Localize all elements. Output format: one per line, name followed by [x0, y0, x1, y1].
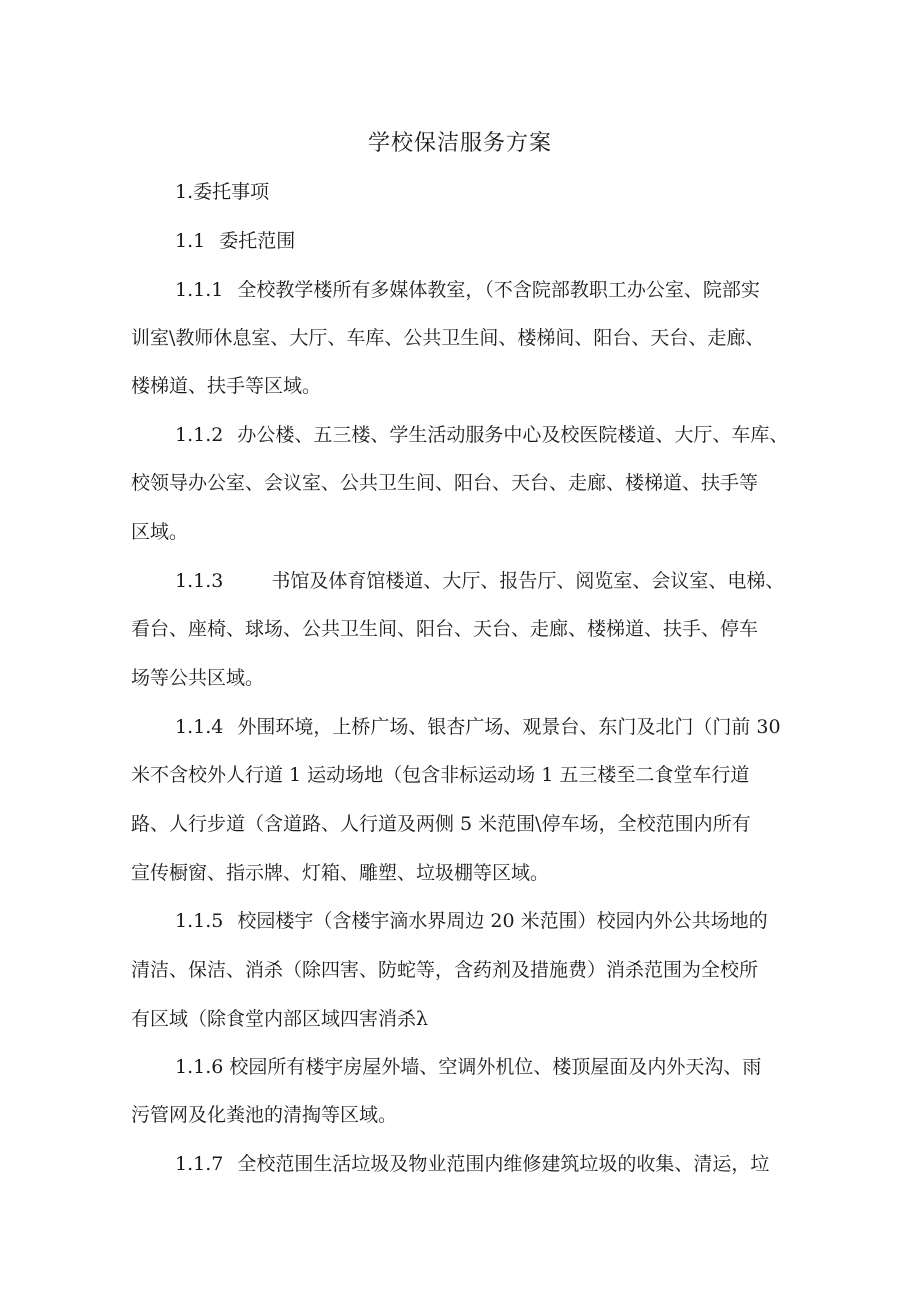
clause-number: 1.1.2 [175, 424, 224, 446]
clause-text: 全校教学楼所有多媒体教室，（不含院部教职工办公室、院部实 [237, 279, 760, 301]
paragraph-1-1-4-line [175, 713, 781, 741]
paragraph-line: 楼梯道、扶手等区域。 [131, 375, 322, 397]
paragraph-line: 路、人行步道（含道路、人行道及两侧 5 米范围\停车场，全校范围内所有 [131, 813, 751, 835]
paragraph-1-1-7-line [175, 1150, 769, 1178]
paragraph-1-1-2-line [175, 421, 788, 449]
section-number: 1.1 [175, 230, 206, 252]
section-heading-1-1 [175, 227, 295, 255]
section-title: 委托范围 [219, 230, 296, 252]
paragraph-line: 区域。 [131, 521, 189, 543]
paragraph-line: 米不含校外人行道 1 运动场地（包含非标运动场 1 五三楼至二食堂车行道 [131, 764, 750, 786]
clause-text: 书馆及体育馆楼道、大厅、报告厅、阅览室、会议室、电梯、 [271, 570, 785, 592]
paragraph-line: 场等公共区域。 [131, 667, 265, 689]
clause-number: 1.1.6 [175, 1056, 224, 1078]
paragraph-line: 宣传橱窗、指示牌、灯箱、雕塑、垃圾棚等区域。 [131, 862, 550, 884]
paragraph-line: 清洁、保洁、消杀（除四害、防蛇等，含药剂及措施费）消杀范围为全校所 [131, 959, 759, 981]
clause-number: 1.1.7 [175, 1153, 224, 1175]
document-title: 学校保洁服务方案 [367, 131, 552, 156]
clause-text: 全校范围生活垃圾及物业范围内维修建筑垃圾的收集、清运，垃 [237, 1153, 770, 1175]
paragraph-1-1-5-line [175, 907, 768, 935]
paragraph-line: 污管网及化粪池的清掏等区域。 [131, 1104, 398, 1126]
paragraph-line: 看台、座椅、球场、公共卫生间、阳台、天台、走廊、楼梯道、扶手、停车 [131, 618, 759, 640]
paragraph-line: 校领导办公室、会议室、公共卫生间、阳台、天台、走廊、楼梯道、扶手等 [131, 472, 759, 494]
paragraph-1-1-1-line [175, 276, 760, 304]
clause-text: 校园所有楼宇房屋外墙、空调外机位、楼顶屋面及内外天沟、雨 [229, 1056, 762, 1078]
paragraph-1-1-6-line [175, 1053, 761, 1081]
clause-number: 1.1.4 [175, 716, 224, 738]
paragraph-line: 有区域（除食堂内部区域四害消杀λ [131, 1008, 429, 1030]
section-heading-1: 1.委托事项 [175, 181, 270, 203]
clause-text: 办公楼、五三楼、学生活动服务中心及校医院楼道、大厅、车库、 [237, 424, 789, 446]
paragraph-line: 训室\教师休息室、大厅、车库、公共卫生间、楼梯间、阳台、天台、走廊、 [131, 327, 765, 349]
clause-text: 外围环境，上桥广场、银杏广场、观景台、东门及北门（门前 30 [237, 716, 781, 738]
clause-text: 校园楼宇（含楼宇滴水界周边 20 米范围）校园内外公共场地的 [237, 910, 768, 932]
paragraph-1-1-3-line [175, 567, 784, 595]
clause-number: 1.1.5 [175, 910, 224, 932]
clause-number: 1.1.3 [175, 570, 224, 592]
clause-number: 1.1.1 [175, 279, 224, 301]
